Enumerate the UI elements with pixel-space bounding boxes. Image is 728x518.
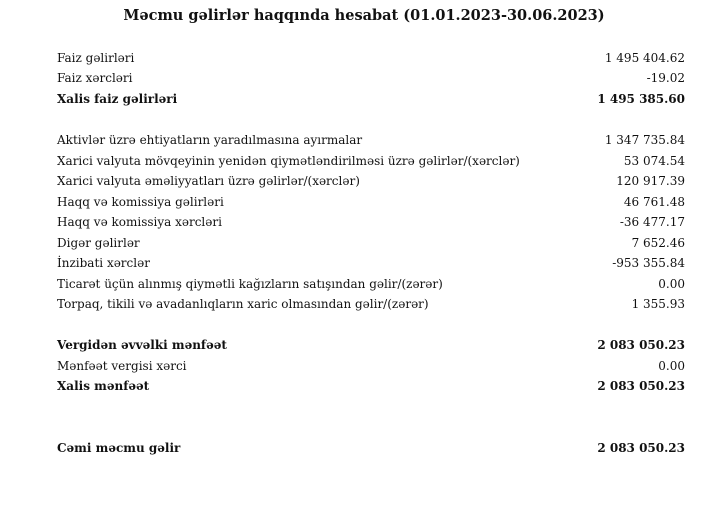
row-value: 0.00 xyxy=(658,277,685,291)
row-value: -953 355.84 xyxy=(612,256,685,270)
row-fx-revaluation xyxy=(57,152,685,170)
row-label: Vergidən əvvəlki mənfəət xyxy=(57,338,227,352)
row-net-interest-income xyxy=(57,90,685,108)
row-value: 2 083 050.23 xyxy=(597,338,685,352)
row-value: -19.02 xyxy=(646,71,685,85)
row-provisions xyxy=(57,131,685,149)
row-profit-before-tax xyxy=(57,336,685,354)
row-label: Ticarət üçün alınmış qiymətli kağızların satışından gəlir/(zərər) xyxy=(57,277,443,291)
row-label: Haqq və komissiya gəlirləri xyxy=(57,195,224,209)
row-value: -36 477.17 xyxy=(619,215,685,229)
row-value: 7 652.46 xyxy=(631,236,685,250)
row-label: Xarici valyuta mövqeyinin yenidən qiymətləndirilməsi üzrə gəlirlər/(xərclər) xyxy=(57,154,520,168)
row-interest-income xyxy=(57,49,685,67)
row-interest-expense xyxy=(57,69,685,87)
row-value: 120 917.39 xyxy=(616,174,685,188)
row-value: 1 355.93 xyxy=(631,297,685,311)
row-value: 1 495 385.60 xyxy=(597,92,685,106)
row-value: 1 495 404.62 xyxy=(604,51,685,65)
row-label: Xarici valyuta əməliyyatları üzrə gəlirlər/(xərclər) xyxy=(57,174,360,188)
report-title: Məcmu gəlirlər haqqında hesabat (01.01.2023-30.06.2023) xyxy=(123,7,605,24)
row-value: 2 083 050.23 xyxy=(597,441,685,455)
row-value: 0.00 xyxy=(658,359,685,373)
row-fx-operations xyxy=(57,172,685,190)
row-value: 1 347 735.84 xyxy=(604,133,685,147)
row-label: Digər gəlirlər xyxy=(57,236,140,250)
row-fee-expense xyxy=(57,213,685,231)
row-label: Xalis mənfəət xyxy=(57,379,150,393)
row-label: Faiz gəlirləri xyxy=(57,51,135,65)
row-admin-expense xyxy=(57,254,685,272)
row-income-tax xyxy=(57,357,685,375)
row-net-profit xyxy=(57,377,685,395)
row-label: Faiz xərcləri xyxy=(57,71,133,85)
row-label: Cəmi məcmu gəlir xyxy=(57,441,181,455)
row-label: Haqq və komissiya xərcləri xyxy=(57,215,222,229)
row-fixed-asset-disposal xyxy=(57,295,685,313)
row-label: Torpaq, tikili və avadanlıqların xaric olmasından gəlir/(zərər) xyxy=(57,297,429,311)
row-label: Mənfəət vergisi xərci xyxy=(57,359,187,373)
row-total-comprehensive-income xyxy=(57,439,685,457)
row-label: Xalis faiz gəlirləri xyxy=(57,92,178,106)
row-fee-income xyxy=(57,193,685,211)
row-value: 46 761.48 xyxy=(623,195,685,209)
row-other-income xyxy=(57,234,685,252)
row-value: 2 083 050.23 xyxy=(597,379,685,393)
row-label: İnzibati xərclər xyxy=(57,256,150,270)
row-value: 53 074.54 xyxy=(623,154,685,168)
row-label: Aktivlər üzrə ehtiyatların yaradılmasına ayırmalar xyxy=(57,133,363,147)
row-trading-securities xyxy=(57,275,685,293)
